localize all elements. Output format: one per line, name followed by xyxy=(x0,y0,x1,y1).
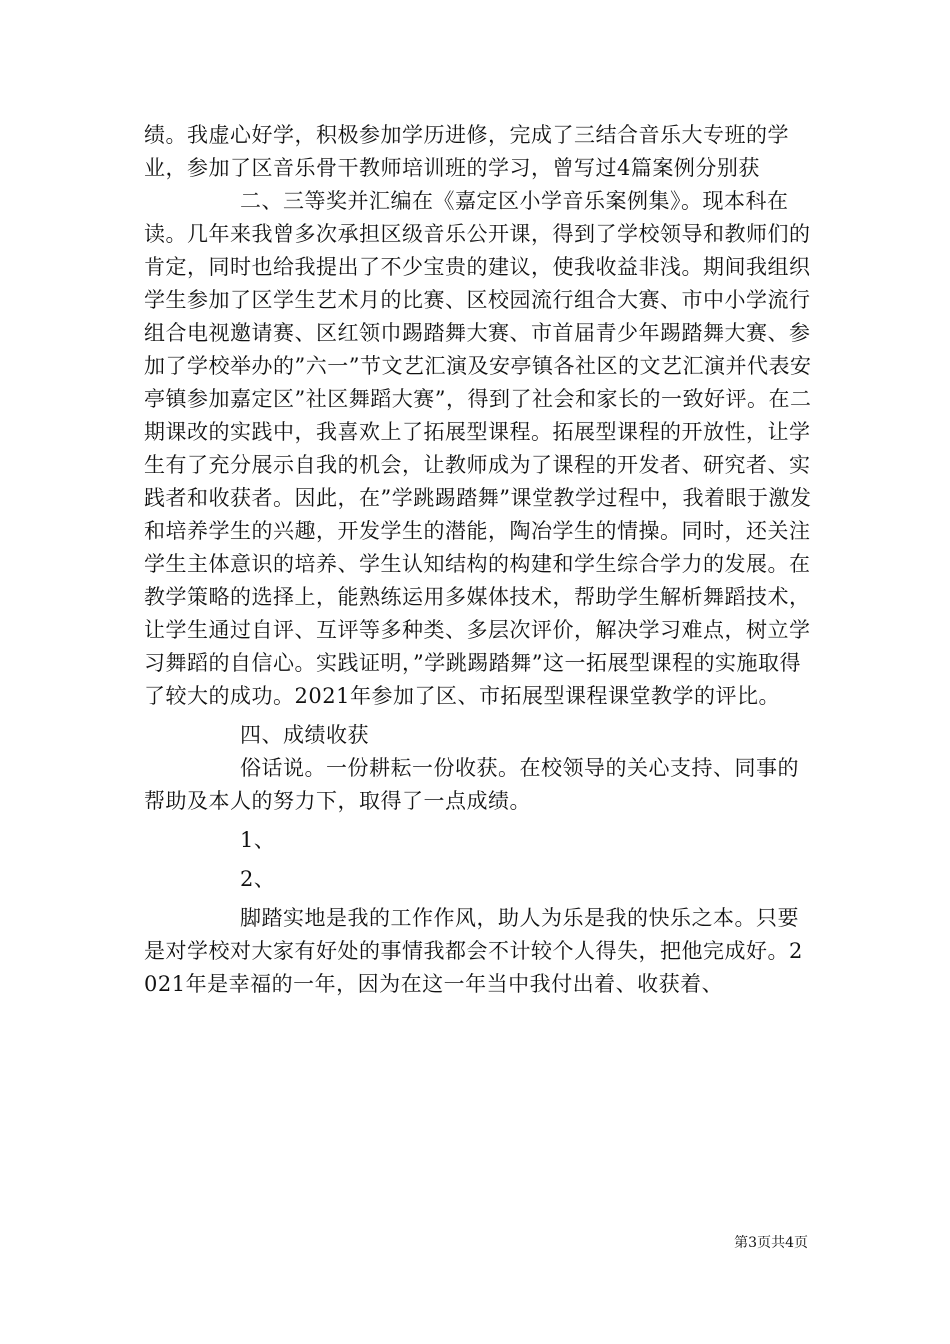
paragraph-awards-activities: 二、三等奖并汇编在《嘉定区小学音乐案例集》。现本科在读。几年来我曾多次承担区级音乐公开课，得到了学校领导和教师们的肯定，同时也给我提出了不少宝贵的建议，使我收益非浅。期间我组织学生参加了区学生艺术月的比赛、区校园流行组合大赛、市中小学流行组合电视邀请赛、区红领巾踢踏舞大赛、市首届青少年踢踏舞大赛、参加了学校举办的”六一”节文艺汇演及安亭镇各社区的文艺汇演并代表安亭镇参加嘉定区”社区舞蹈大赛”，得到了社会和家长的一致好评。在二期课改的实践中，我喜欢上了拓展型课程。拓展型课程的开放性，让学生有了充分展示自我的机会，让教师成为了课程的开发者、研究者、实践者和收获者。因此，在”学跳踢踏舞”课堂教学过程中，我着眼于激发和培养学生的兴趣，开发学生的潜能，陶冶学生的情操。同时，还关注学生主体意识的培养、学生认知结构的构建和学生综合学力的发展。在教学策略的选择上，能熟练运用多媒体技术，帮助学生解析舞蹈技术，让学生通过自评、互评等多种类、多层次评价，解决学习难点，树立学习舞蹈的自信心。实践证明，”学跳踢踏舞”这一拓展型课程的实施取得了较大的成功。2021年参加了区、市拓展型课程课堂教学的评比。 xyxy=(144,189,812,708)
paragraph-continuation: 绩。我虚心好学，积极参加学历进修，完成了三结合音乐大专班的学业，参加了区音乐骨干教师培训班的学习，曾写过4篇案例分别获 xyxy=(144,123,789,180)
list-item-2: 2、 xyxy=(240,867,276,891)
paragraph-achievements-intro: 俗话说。一份耕耘一份收获。在校领导的关心支持、同事的帮助及本人的努力下，取得了一点成绩。 xyxy=(144,756,799,813)
section-heading-achievements: 四、成绩收获 xyxy=(240,723,369,747)
paragraph-work-style: 脚踏实地是我的工作作风，助人为乐是我的快乐之本。只要是对学校对大家有好处的事情我都会不计较个人得失，把他完成好。2021年是幸福的一年，因为在这一年当中我付出着、收获着、 xyxy=(144,906,803,996)
document-body xyxy=(144,119,812,1001)
page-number-footer: 第3页共4页 xyxy=(734,1235,808,1251)
list-item-1: 1、 xyxy=(240,828,276,852)
